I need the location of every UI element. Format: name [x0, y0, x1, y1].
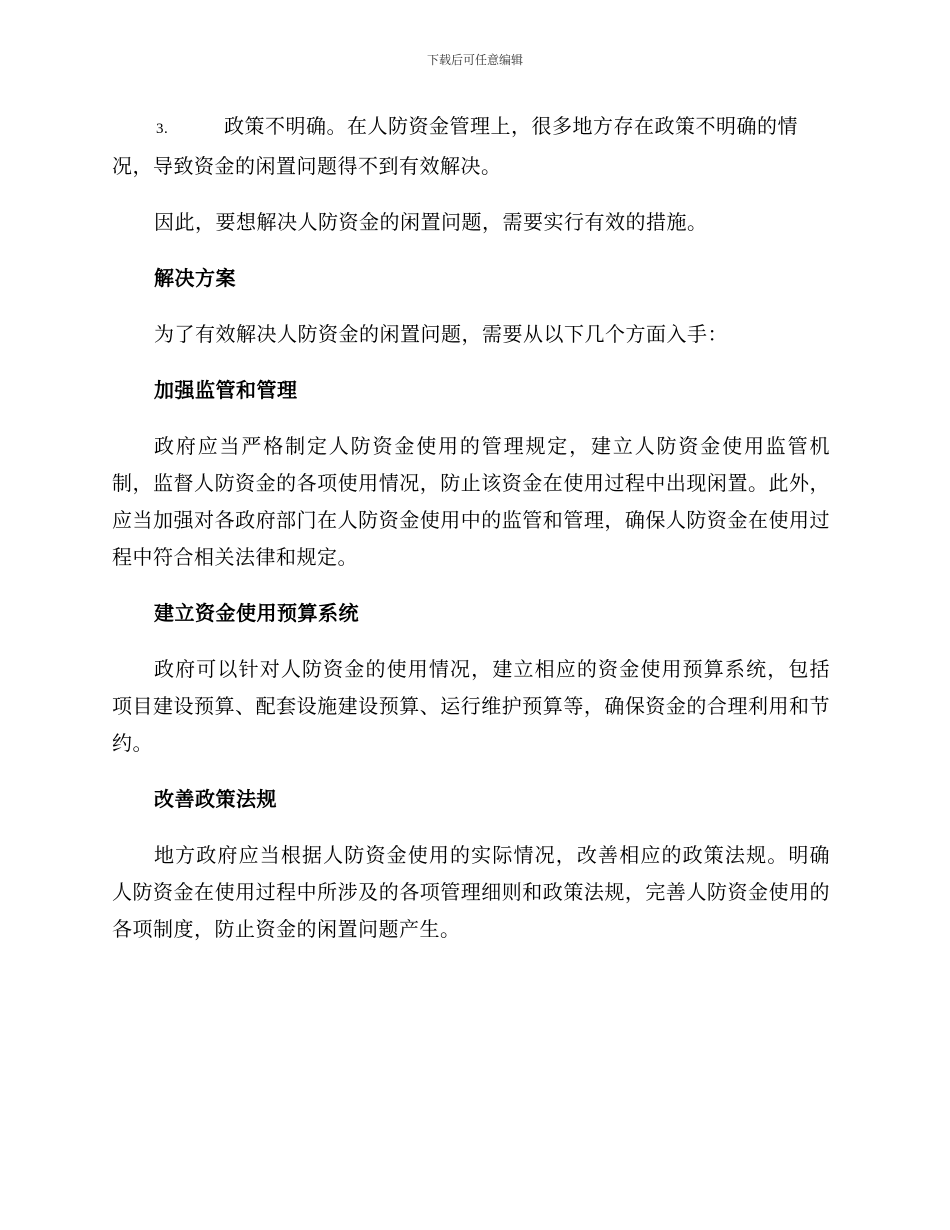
- page-header: 下载后可任意编辑: [426, 53, 523, 67]
- section-heading-policy: 改善政策法规: [154, 787, 277, 811]
- section-heading-solutions: 解决方案: [154, 266, 236, 290]
- numbered-list-item: [112, 108, 830, 185]
- paragraph-supervision: 政府应当严格制定人防资金使用的管理规定，建立人防资金使用监管机制，监督人防资金的各项使用情况，防止该资金在使用过程中出现闲置。此外，应当加强对各政府部门在人防资金使用中的监管和管理，确保人防资金在使用过程中符合相关法律和规定。: [112, 434, 830, 569]
- paragraph-budget: 政府可以针对人防资金的使用情况，建立相应的资金使用预算系统，包括项目建设预算、配套设施建设预算、运行维护预算等，确保资金的合理利用和节约。: [112, 657, 830, 755]
- section-heading-supervision: 加强监管和管理: [154, 378, 298, 402]
- paragraph-conclusion: 因此，要想解决人防资金的闲置问题，需要实行有效的措施。: [154, 210, 708, 234]
- paragraph-solutions-intro: 为了有效解决人防资金的闲置问题，需要从以下几个方面入手：: [154, 322, 728, 346]
- list-item-number: 3.: [156, 121, 169, 137]
- list-item-text: 政策不明确。在人防资金管理上，很多地方存在政策不明确的情况，导致资金的闲置问题得不到有效解决。: [112, 114, 798, 178]
- section-heading-budget: 建立资金使用预算系统: [154, 601, 359, 625]
- paragraph-policy: 地方政府应当根据人防资金使用的实际情况，改善相应的政策法规。明确人防资金在使用过程中所涉及的各项管理细则和政策法规，完善人防资金使用的各项制度，防止资金的闲置问题产生。: [112, 843, 830, 941]
- document-body: [112, 108, 830, 967]
